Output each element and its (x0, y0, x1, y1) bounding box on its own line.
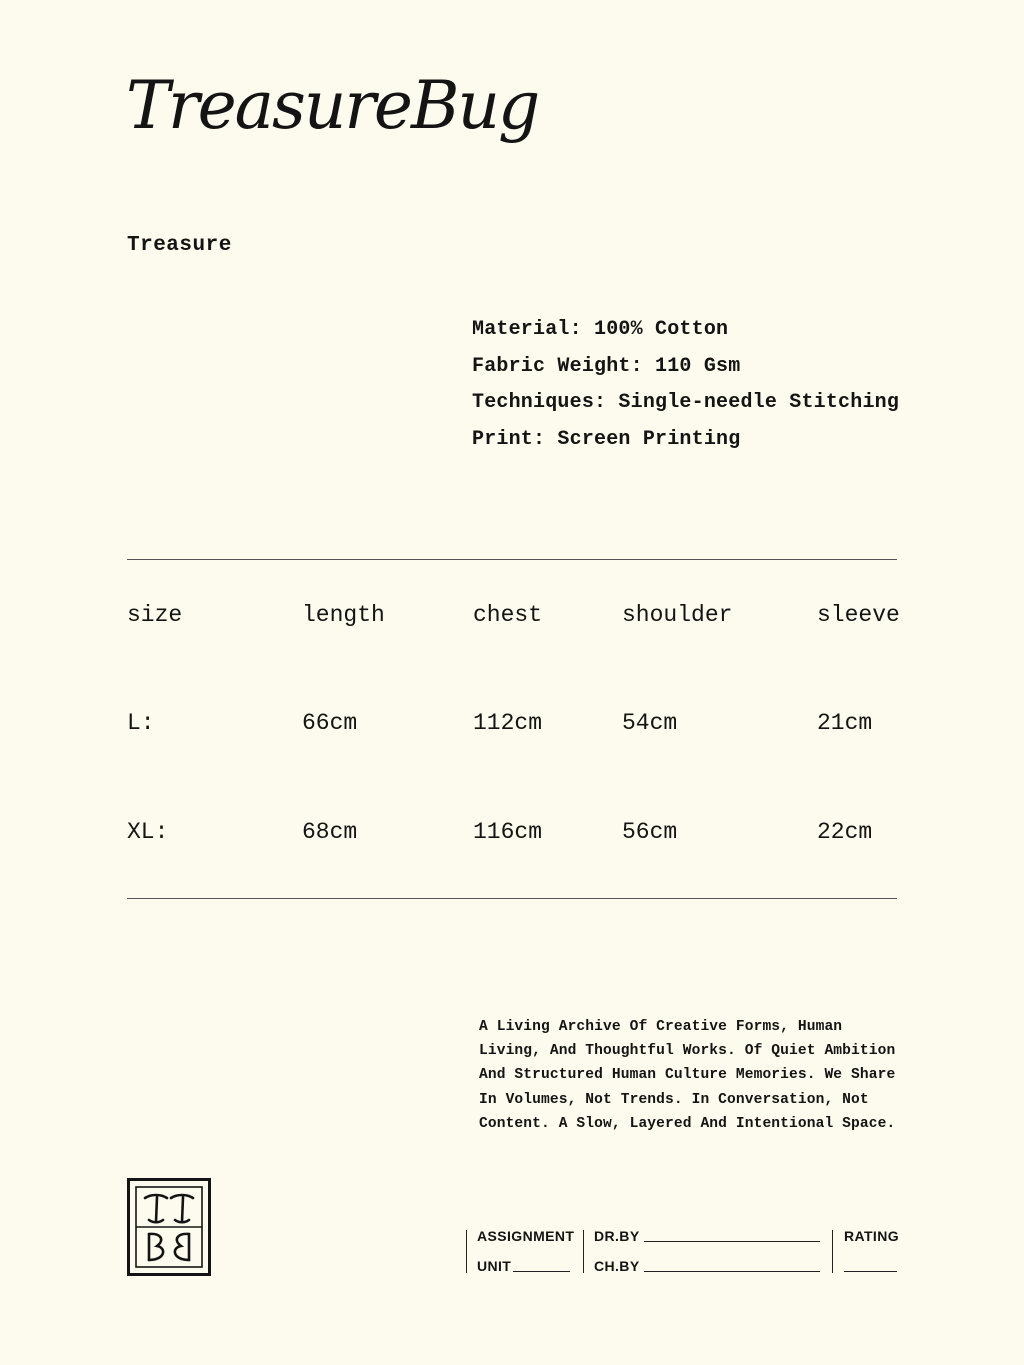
brand-wordmark: TreasureBug (126, 67, 539, 144)
unit-field (513, 1271, 570, 1272)
header-shoulder: shoulder (622, 602, 733, 628)
header-sleeve: sleeve (817, 602, 900, 628)
checked-by-label: CH.BY (594, 1258, 640, 1274)
drawn-by-label: DR.BY (594, 1228, 640, 1244)
drawn-by-field (644, 1241, 820, 1242)
spec-techniques: Techniques: Single-needle Stitching (472, 391, 900, 415)
row-size-label: L: (127, 710, 155, 736)
header-chest: chest (473, 602, 543, 628)
checked-by-field (644, 1271, 820, 1272)
header-size: size (127, 602, 183, 628)
title-block-divider (466, 1230, 467, 1273)
row-chest: 112cm (473, 710, 543, 736)
row-shoulder: 56cm (622, 819, 678, 845)
brand-statement: A Living Archive Of Creative Forms, Human Living, And Thoughtful Works. Of Quiet Ambition And Structured Human Culture Memories. We Share In Volumes, Not Trends. In Conversation, Not Content. A Slow, Layered And Intentional Space. (479, 1019, 896, 1132)
spec-print: Print: Screen Printing (472, 427, 741, 451)
row-sleeve: 21cm (817, 710, 873, 736)
row-size-label: XL: (127, 819, 169, 845)
row-chest: 116cm (473, 819, 543, 845)
row-shoulder: 54cm (622, 710, 678, 736)
row-length: 68cm (302, 819, 358, 845)
unit-label: UNIT (477, 1258, 512, 1274)
table-bottom-divider (127, 898, 897, 899)
spec-fabric-weight: Fabric Weight: 110 Gsm (472, 354, 741, 378)
title-block-divider (583, 1230, 584, 1273)
title-block-divider (832, 1230, 833, 1273)
product-name: Treasure (127, 234, 232, 257)
header-length: length (302, 602, 385, 628)
assignment-label: ASSIGNMENT (477, 1228, 575, 1244)
rating-field (844, 1271, 897, 1272)
spec-material: Material: 100% Cotton (472, 318, 729, 341)
row-sleeve: 22cm (817, 819, 873, 845)
product-specs (472, 316, 899, 462)
rating-label: RATING (844, 1228, 900, 1244)
row-length: 66cm (302, 710, 358, 736)
table-top-divider (127, 559, 897, 560)
tb-monogram-logo-icon (127, 1178, 211, 1276)
